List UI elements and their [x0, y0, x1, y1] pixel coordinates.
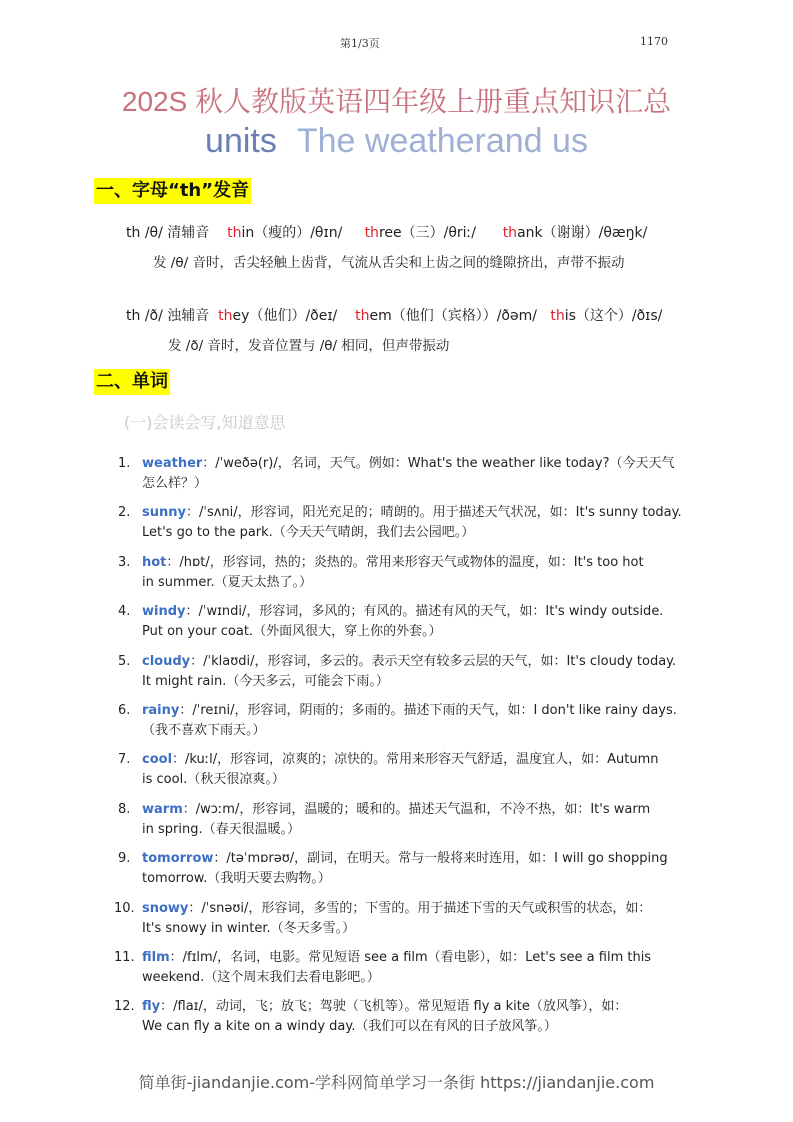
subsection-heading: (一)会读会写,知道意思	[124, 413, 286, 432]
item-line-2: tomorrow.（我明天要去购物。）	[142, 871, 331, 887]
item-line-1	[142, 948, 651, 968]
item-number: 9.	[118, 851, 131, 867]
page-number: 1170	[640, 35, 668, 48]
item-definition: ：/flaɪ/，动词，飞；放飞；驾驶（飞机等）。常见短语 fly a kite（放风筝），如：	[160, 999, 628, 1015]
item-number: 5.	[118, 653, 131, 669]
item-line-1	[142, 454, 675, 474]
item-line-1	[142, 701, 677, 721]
item-definition: ：/wɔːm/，形容词，温暖的；暖和的。描述天气温和，不冷不热，如：It's warm	[182, 801, 651, 817]
item-line-1	[142, 997, 627, 1017]
phonics-word: em（他们（宾格））/ðəm/	[369, 308, 537, 324]
phonics-note-theta: 发 /θ/ 音时，舌尖轻触上齿背，气流从舌尖和上齿之间的缝隙挤出，声带不振动	[153, 255, 625, 271]
phonics-row-eth	[126, 305, 662, 325]
highlight-th: th	[355, 308, 370, 324]
item-line-2: Let's go to the park.（今天天气晴朗，我们去公园吧。）	[142, 525, 475, 541]
phonics-label: th /θ/ 清辅音	[126, 225, 210, 241]
phonics-word: in（瘦的）/θɪn/	[241, 225, 343, 241]
item-line-2: We can fly a kite on a windy day.（我们可以在有风的日子放风筝。）	[142, 1019, 557, 1035]
phonics-word: ank（谢谢）/θæŋk/	[517, 225, 648, 241]
vocabulary-word: fly	[142, 999, 161, 1015]
item-line-1	[142, 652, 676, 672]
phonics-note-eth: 发 /ð/ 音时，发音位置与 /θ/ 相同，但声带振动	[168, 338, 450, 354]
phonics-word: ree（三）/θriː/	[378, 225, 476, 241]
item-definition: ：/təˈmɒrəʊ/，副词，在明天。常与一般将来时连用，如：I will go shopping	[213, 851, 668, 867]
highlight-th: th	[218, 308, 233, 324]
highlight-th: th	[502, 225, 518, 241]
item-definition: ：/ˈwɪndi/，形容词，多风的；有风的。描述有风的天气，如：It's windy outside.	[185, 604, 664, 620]
vocabulary-word: tomorrow	[142, 851, 214, 867]
item-line-2: in spring.（春天很温暖。）	[142, 821, 301, 837]
item-definition: ：/hɒt/，形容词，热的；炎热的。常用来形容天气或物体的温度，如：It's too hot	[166, 554, 644, 570]
vocabulary-word: weather	[142, 456, 203, 471]
item-line-2: weekend.（这个周末我们去看电影吧。）	[142, 970, 380, 985]
item-line-2: （我不喜欢下雨天。）	[142, 723, 266, 738]
vocabulary-word: sunny	[142, 505, 186, 521]
item-number: 11.	[114, 950, 135, 965]
vocabulary-word: windy	[142, 604, 186, 620]
item-line-2: 怎么样？）	[142, 476, 208, 491]
item-line-1	[142, 503, 682, 523]
document-title: 202S 秋人教版英语四年级上册重点知识汇总	[121, 86, 672, 117]
item-number: 8.	[118, 801, 131, 817]
subtitle-unit: units	[205, 122, 277, 160]
vocabulary-word: cool	[142, 752, 173, 768]
item-definition: ：/fɪlm/，名词，电影。常见短语 see a film（看电影），如：Let's see a film this	[169, 950, 652, 965]
item-line-2: It might rain.（今天多云，可能会下雨。）	[142, 673, 389, 689]
item-definition: ：/ˈweðə(r)/，名词，天气。例如：What's the weather like today?（今天天气	[202, 456, 675, 471]
section-heading-th: 一、字母“th”发音	[94, 178, 251, 204]
phonics-row-theta	[126, 222, 647, 242]
item-line-1	[142, 602, 663, 622]
vocabulary-word: warm	[142, 801, 183, 817]
item-number: 10.	[114, 900, 135, 916]
subtitle-topic: The weatherand us	[296, 122, 588, 160]
item-line-1	[142, 750, 659, 770]
item-definition: ：/ˈsnəʊi/，形容词，多雪的；下雪的。用于描述下雪的天气或积雪的状态，如：	[188, 900, 652, 916]
footer-watermark: 简单街-jiandanjie.com-学科网简单学习一条街 https://jiandanjie.com	[138, 1073, 655, 1092]
item-line-1	[142, 899, 651, 919]
item-definition: ：/ˈreɪni/，形容词，阴雨的；多雨的。描述下雨的天气，如：I don't like rainy days.	[179, 703, 677, 718]
item-line-2: It's snowy in winter.（冬天多雪。）	[142, 920, 356, 936]
item-line-2: in summer.（夏天太热了。）	[142, 574, 313, 590]
item-line-1	[142, 849, 668, 869]
phonics-word: is（这个）/ðɪs/	[564, 308, 663, 324]
page-indicator: 第1/3页	[340, 37, 380, 50]
item-line-2: Put on your coat.（外面风很大，穿上你的外套。）	[142, 624, 442, 640]
item-definition: ：/kuːl/，形容词，凉爽的；凉快的。常用来形容天气舒适，温度宜人，如：Autumn	[172, 752, 659, 768]
vocabulary-word: hot	[142, 554, 167, 570]
vocabulary-word: rainy	[142, 703, 180, 718]
item-definition: ：/ˈklaʊdi/，形容词，多云的。表示天空有较多云层的天气，如：It's cloudy today.	[190, 653, 677, 669]
item-number: 6.	[118, 703, 131, 718]
phonics-label: th /ð/ 浊辅音	[126, 308, 210, 324]
item-number: 4.	[118, 604, 131, 620]
item-number: 1.	[118, 456, 131, 471]
item-number: 7.	[118, 752, 131, 768]
highlight-th: th	[364, 225, 379, 241]
item-line-1	[142, 553, 644, 573]
item-number: 12.	[114, 999, 135, 1015]
item-line-1	[142, 800, 650, 820]
phonics-word: ey（他们）/ðeɪ/	[232, 308, 338, 324]
item-number: 2.	[118, 505, 131, 521]
item-number: 3.	[118, 554, 131, 570]
item-line-2: is cool.（秋天很凉爽。）	[142, 772, 285, 788]
highlight-th: th	[227, 225, 242, 241]
section-heading-words: 二、单词	[94, 369, 170, 395]
document-subtitle	[0, 122, 793, 161]
vocabulary-word: film	[142, 950, 170, 965]
item-definition: ：/ˈsʌni/，形容词，阳光充足的；晴朗的。用于描述天气状况，如：It's sunny today.	[185, 505, 682, 521]
highlight-th: th	[550, 308, 565, 324]
vocabulary-word: snowy	[142, 900, 189, 916]
vocabulary-word: cloudy	[142, 653, 191, 669]
